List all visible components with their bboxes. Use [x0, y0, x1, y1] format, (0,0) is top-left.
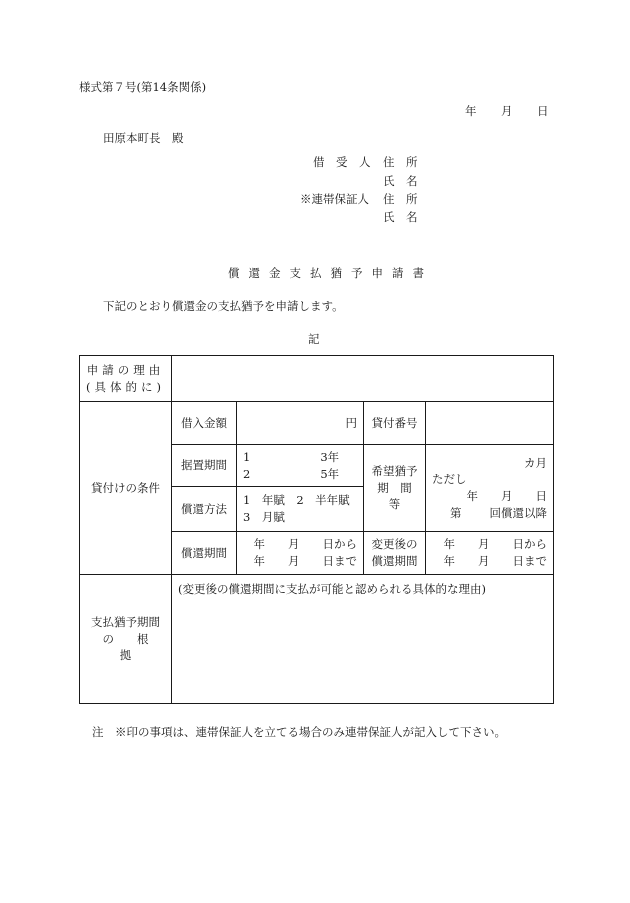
changed-period-from: 年 月 日から: [443, 537, 547, 552]
application-table: [79, 355, 554, 704]
deferment-opt2-num: 2: [243, 466, 251, 481]
loan-amount-input[interactable]: [237, 402, 364, 445]
basis-note: (変更後の償還期間に支払が可能と認められる具体的な理由): [178, 582, 486, 596]
changed-period-to: 年 月 日まで: [443, 554, 547, 568]
intro-text: 下記のとおり償還金の支払猶予を申請します。: [103, 299, 344, 313]
date-day: 日: [537, 104, 549, 118]
desired-input[interactable]: [426, 445, 554, 532]
guarantor-address-label: 住 所: [383, 192, 418, 206]
conditions-label: 貸付けの条件: [80, 402, 172, 575]
footnote: 注 ※印の事項は、連帯保証人を立てる場合のみ連帯保証人が記入して下さい。: [92, 725, 506, 739]
basis-label-cell: 支払猶予期間 の 根 拠: [80, 575, 172, 704]
repayment-opt-line2: 3 月賦: [243, 510, 285, 524]
borrower-address-label: 住 所: [383, 155, 418, 169]
desired-after: 回償還以降: [489, 505, 547, 520]
loan-number-label: 貸付番号: [364, 402, 426, 445]
changed-period-label: 変更後の 償還期間: [364, 532, 426, 575]
loan-number-input[interactable]: [426, 402, 554, 445]
guarantor-name-label: 氏 名: [383, 210, 418, 224]
borrower-name-label: 氏 名: [383, 174, 418, 188]
repayment-method-label: 償還方法: [172, 487, 237, 532]
repayment-period-input[interactable]: [237, 532, 364, 575]
desired-dai: 第: [450, 505, 462, 520]
repayment-options[interactable]: [237, 487, 364, 532]
document-title: 償還金支払猶予申請書: [228, 266, 433, 280]
borrower-label: 借 受 人: [313, 155, 371, 169]
deferment-opt1-val: 3年: [320, 449, 340, 464]
deferment-opt2-val: 5年: [320, 466, 340, 481]
reason-row: [80, 356, 554, 402]
loan-amount-label: 借入金額: [172, 402, 237, 445]
date-year: 年: [465, 104, 477, 118]
repayment-opt-line1: 1 年賦 2 半年賦: [243, 493, 350, 508]
deferment-options[interactable]: [237, 445, 364, 487]
reason-input[interactable]: [172, 356, 554, 402]
ki-heading: 記: [308, 332, 320, 346]
form-number: 様式第７号(第14条関係): [79, 80, 207, 94]
desired-tadashi: ただし: [432, 472, 467, 487]
changed-period-input[interactable]: [426, 532, 554, 575]
desired-date: 年 月 日: [466, 489, 547, 503]
basis-input[interactable]: [172, 575, 554, 704]
desired-label: 希望猶予 期 間 等: [364, 445, 426, 532]
yen-unit: 円: [345, 415, 357, 430]
reason-label-cell: 申請の理由 (具体的に): [80, 356, 172, 402]
period-from: 年 月 日から: [253, 537, 357, 552]
deferment-period-label: 据置期間: [172, 445, 237, 487]
desired-months: カ月: [524, 455, 547, 470]
loan-amount-row: [80, 402, 554, 445]
repayment-period-label: 償還期間: [172, 532, 237, 575]
date-month: 月: [501, 104, 513, 118]
deferment-opt1-num: 1: [243, 449, 251, 464]
basis-row: [80, 575, 554, 704]
addressee: 田原本町長 殿: [103, 131, 184, 145]
period-to: 年 月 日まで: [253, 554, 357, 568]
guarantor-label: ※連帯保証人: [300, 192, 369, 206]
